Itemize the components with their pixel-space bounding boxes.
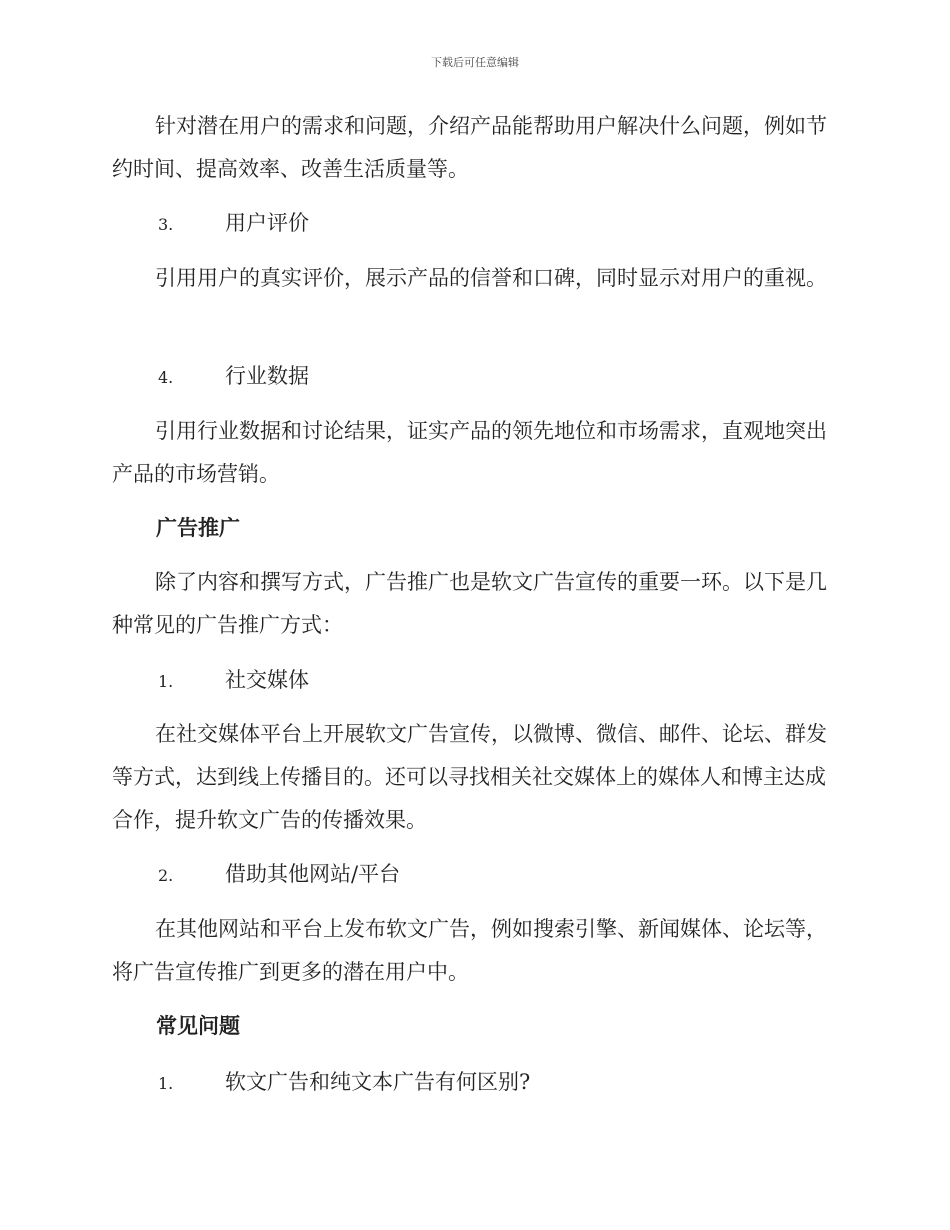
list-number: 4. xyxy=(158,368,174,387)
list-number: 1. xyxy=(158,1074,174,1093)
list-item-user-reviews xyxy=(158,208,309,240)
list-item-faq-1 xyxy=(158,1067,530,1099)
list-label: 用户评价 xyxy=(225,211,309,235)
list-number: 1. xyxy=(158,672,174,691)
list-item-industry-data xyxy=(158,361,309,393)
paragraph-user-reviews: 引用用户的真实评价，展示产品的信誉和口碑，同时显示对用户的重视。 xyxy=(155,266,827,290)
list-item-social-media xyxy=(158,665,309,697)
list-label: 社交媒体 xyxy=(225,668,309,692)
list-label: 软文广告和纯文本广告有何区别? xyxy=(225,1070,531,1094)
paragraph-problem-solving: 针对潜在用户的需求和问题，介绍产品能帮助用户解决什么问题，例如节约时间、提高效率、改善生活质量等。 xyxy=(112,114,827,181)
paragraph-other-platforms: 在其他网站和平台上发布软文广告，例如搜索引擎、新闻媒体、论坛等，将广告宣传推广到更多的潜在用户中。 xyxy=(112,917,827,984)
paragraph-ad-promotion-intro: 除了内容和撰写方式，广告推广也是软文广告宣传的重要一环。以下是几种常见的广告推广方式： xyxy=(112,570,827,637)
list-label: 行业数据 xyxy=(225,364,309,388)
paragraph-industry-data: 引用行业数据和讨论结果，证实产品的领先地位和市场需求，直观地突出产品的市场营销。 xyxy=(112,419,827,486)
section-heading-ad-promotion: 广告推广 xyxy=(156,515,240,540)
list-number: 3. xyxy=(158,215,174,234)
page-header: 下载后可任意编辑 xyxy=(431,56,519,69)
list-label: 借助其他网站/平台 xyxy=(225,862,401,886)
paragraph-social-media: 在社交媒体平台上开展软文广告宣传，以微博、微信、邮件、论坛、群发等方式，达到线上传播目的。还可以寻找相关社交媒体上的媒体人和博主达成合作，提升软文广告的传播效果。 xyxy=(112,722,827,832)
section-heading-faq: 常见问题 xyxy=(156,1013,240,1038)
list-item-other-platforms xyxy=(158,859,400,891)
list-number: 2. xyxy=(158,866,174,885)
